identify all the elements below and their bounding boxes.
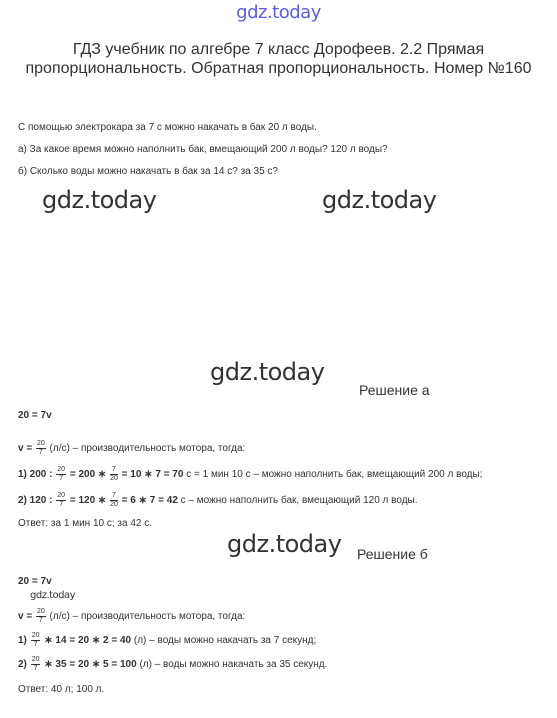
watermark: gdz.today: [227, 530, 342, 558]
fraction: $\frac{20}{7}$: [31, 632, 40, 648]
problem-intro: С помощью электрокара за 7 с можно накачать в бак 20 л воды.: [18, 122, 317, 133]
solution-b-answer: Ответ: 40 л; 100 л.: [18, 684, 105, 695]
page-title: ГДЗ учебник по алгебре 7 класс Дорофеев. 2.2 Прямая пропорциональность. Обратная пропорциональность. Номер №160: [25, 41, 532, 77]
site-logo[interactable]: gdz.today: [236, 2, 321, 23]
solution-b-equation: 20 = 7v: [18, 576, 52, 587]
solution-a-equation: 20 = 7v: [18, 410, 52, 421]
solution-a-line-1: 1) 200 : $\frac{20}{7}$ = 200 ∗ $\frac{7}{20}$ = 10 ∗ 7 = 70 с = 1 мин 10 с – можно наполнить бак, вмещающий 200 л воды;: [18, 466, 483, 482]
fraction: $\frac{7}{20}$: [110, 492, 118, 508]
solution-b-heading: Решение б: [357, 546, 428, 562]
solution-b-line-1: 1) $\frac{20}{7}$ ∗ 14 = 20 ∗ 2 = 40 (л) – воды можно накачать за 7 секунд;: [18, 632, 317, 648]
fraction: $\frac{20}{7}$: [57, 492, 66, 508]
fraction: $\frac{20}{7}$: [31, 656, 40, 672]
fraction: $\frac{20}{7}$: [57, 466, 66, 482]
watermark: gdz.today: [210, 358, 325, 386]
fraction: $\frac{7}{20}$: [110, 466, 118, 482]
solution-a-answer: Ответ: за 1 мин 10 с; за 42 с.: [18, 518, 153, 529]
watermark: gdz.today: [322, 186, 437, 214]
solution-a-v-line: v = $\frac{20}{7}$ (л/с) – производительность мотора, тогда:: [18, 440, 246, 456]
solution-b-line-2: 2) $\frac{20}{7}$ ∗ 35 = 20 ∗ 5 = 100 (л) – воды можно накачать за 35 секунд.: [18, 656, 328, 672]
problem-part-a: а) За какое время можно наполнить бак, вмещающий 200 л воды? 120 л воды?: [18, 144, 388, 155]
solution-a-heading: Решение а: [359, 382, 430, 398]
fraction: $\frac{20}{7}$: [36, 440, 45, 456]
watermark: gdz.today: [42, 186, 157, 214]
problem-part-b: б) Сколько воды можно накачать в бак за 14 с? за 35 с?: [18, 166, 278, 177]
watermark: gdz.today: [30, 590, 76, 601]
fraction: $\frac{20}{7}$: [36, 608, 45, 624]
solution-b-v-line: v = $\frac{20}{7}$ (л/с) – производительность мотора, тогда:: [18, 608, 246, 624]
solution-a-line-2: 2) 120 : $\frac{20}{7}$ = 120 ∗ $\frac{7}{20}$ = 6 ∗ 7 = 42 с – можно наполнить бак, вмещающий 120 л воды.: [18, 492, 418, 508]
